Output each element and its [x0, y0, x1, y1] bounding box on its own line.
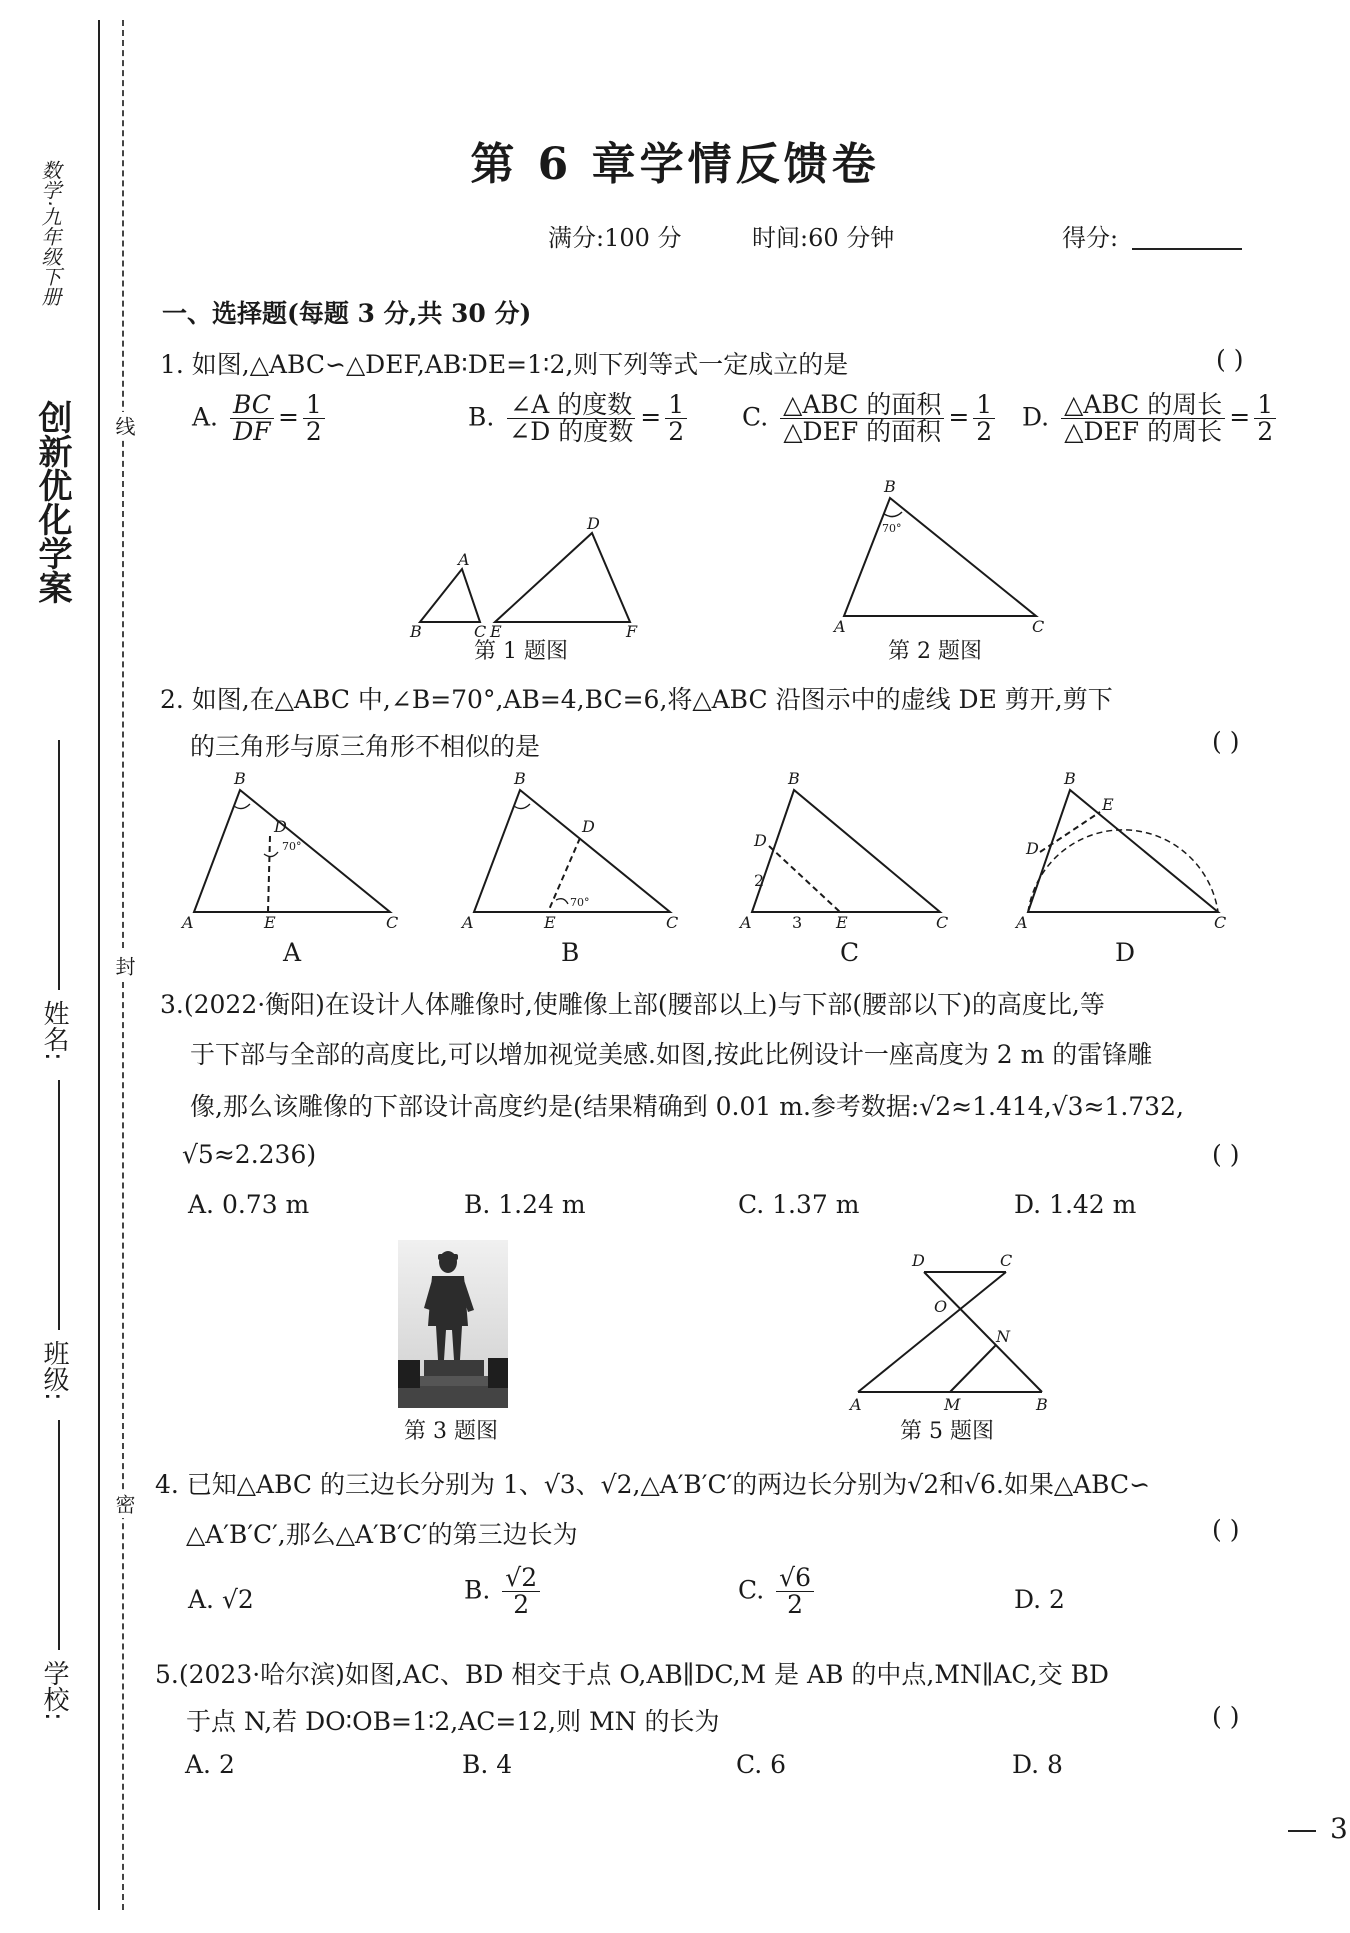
page-number: 3 — [1330, 1812, 1348, 1845]
q5-option-d[interactable]: D. 8 — [1012, 1750, 1063, 1779]
q1-option-d[interactable]: D. $\frac{\text{△ABC 的周长}}{\text{△DEF 的周长}}$ = $\frac{1}{2}$ — [1022, 392, 1280, 446]
seal-feng-char: 封 — [110, 952, 139, 980]
svg-text:A: A — [462, 913, 474, 930]
q2-label-b[interactable]: B — [561, 938, 580, 967]
q2-line1: 2. 如图,在△ABC 中,∠B=70°,AB=4,BC=6,将△ABC 沿图示中的虚线 DE 剪开,剪下 — [160, 685, 1113, 714]
svg-text:B: B — [1064, 770, 1076, 788]
full-score: 满分:100 分 — [548, 224, 682, 252]
svg-text:D: D — [1026, 839, 1039, 858]
svg-text:D: D — [912, 1251, 925, 1270]
sidebar-subject: 数学·九年级下册 — [38, 160, 62, 307]
svg-text:C: C — [666, 913, 679, 930]
triangle-abc-fig2 — [844, 498, 1036, 616]
q2-label-d[interactable]: D — [1115, 938, 1136, 967]
q3-answer-paren[interactable]: ( ) — [1212, 1140, 1240, 1169]
section-heading: 一、选择题(每题 3 分,共 30 分) — [162, 299, 532, 328]
svg-text:A: A — [834, 617, 846, 635]
class-label: 班级: — [39, 1340, 69, 1401]
q2-label-c[interactable]: C — [840, 938, 860, 967]
svg-text:2: 2 — [754, 871, 765, 890]
svg-text:E: E — [836, 913, 848, 930]
school-label: 学校: — [39, 1660, 69, 1721]
svg-text:70°: 70° — [570, 896, 590, 909]
svg-text:B: B — [514, 770, 526, 788]
q4-option-c[interactable]: C. $\frac{√6}{2}$ — [738, 1565, 818, 1619]
q2-label-a[interactable]: A — [283, 938, 302, 967]
svg-text:D: D — [587, 514, 600, 533]
svg-text:B: B — [788, 770, 800, 788]
q1-figure-caption: 第 1 题图 — [474, 639, 568, 664]
name-label: 姓名: — [39, 1000, 69, 1061]
svg-text:E: E — [1102, 795, 1114, 814]
name-field[interactable] — [58, 740, 60, 990]
q3-line4: √5≈2.236) — [182, 1140, 317, 1169]
page-title: 第 6 章学情反馈卷 — [470, 139, 880, 190]
q1-answer-paren[interactable]: ( ) — [1216, 345, 1244, 374]
svg-text:E: E — [264, 913, 276, 930]
score-blank[interactable] — [1132, 248, 1242, 250]
q2-figure-caption: 第 2 题图 — [888, 639, 982, 664]
exam-time: 时间:60 分钟 — [752, 224, 895, 252]
svg-text:C: C — [474, 622, 487, 640]
q2-option-figures — [180, 770, 1240, 930]
q2-line2: 的三角形与原三角形不相似的是 — [190, 732, 541, 761]
svg-text:A: A — [1016, 913, 1028, 930]
svg-text:E: E — [544, 913, 556, 930]
q4-option-b[interactable]: B. $\frac{√2}{2}$ — [464, 1565, 544, 1619]
q5-option-c[interactable]: C. 6 — [736, 1750, 787, 1779]
q3-option-b[interactable]: B. 1.24 m — [464, 1190, 586, 1219]
svg-text:C: C — [936, 913, 949, 930]
q3-option-d[interactable]: D. 1.42 m — [1014, 1190, 1137, 1219]
score-label: 得分: — [1062, 224, 1119, 252]
svg-text:C: C — [386, 913, 399, 930]
svg-text:E: E — [490, 622, 502, 640]
q4-option-d[interactable]: D. 2 — [1014, 1585, 1065, 1614]
svg-text:D: D — [754, 831, 767, 850]
triangle-abc — [420, 569, 480, 622]
svg-text:D: D — [582, 817, 595, 836]
svg-text:B: B — [1036, 1395, 1048, 1414]
q1-option-c[interactable]: C. $\frac{\text{△ABC 的面积}}{\text{△DEF 的面积}}$ = $\frac{1}{2}$ — [742, 392, 999, 446]
svg-text:A: A — [740, 913, 752, 930]
svg-text:F: F — [626, 622, 638, 640]
q4-option-a[interactable]: A. √2 — [188, 1585, 254, 1614]
svg-text:B: B — [234, 770, 246, 788]
svg-text:70°: 70° — [882, 522, 902, 535]
q5-option-a[interactable]: A. 2 — [185, 1750, 235, 1779]
sidebar-brand: 创新优化学案 — [32, 400, 72, 604]
q2-answer-paren[interactable]: ( ) — [1212, 727, 1240, 756]
svg-text:70°: 70° — [282, 840, 302, 853]
q3-line1: 3.(2022·衡阳)在设计人体雕像时,使雕像上部(腰部以上)与下部(腰部以下)的高度比,等 — [160, 990, 1105, 1019]
page-number-rule — [1288, 1830, 1316, 1832]
q3-statue-photo — [398, 1240, 508, 1408]
q3-option-c[interactable]: C. 1.37 m — [738, 1190, 860, 1219]
q5-line2: 于点 N,若 DO∶OB=1∶2,AC=12,则 MN 的长为 — [186, 1707, 720, 1736]
q1-text: 1. 如图,△ABC∽△DEF,AB∶DE=1∶2,则下列等式一定成立的是 — [160, 350, 849, 379]
q3-figure-caption: 第 3 题图 — [404, 1419, 498, 1444]
school-field[interactable] — [58, 1420, 60, 1650]
svg-text:O: O — [934, 1297, 948, 1316]
q4-line1: 4. 已知△ABC 的三边长分别为 1、√3、√2,△A′B′C′的两边长分别为√2和√6.如果△ABC∽ — [155, 1470, 1151, 1499]
class-field[interactable] — [58, 1080, 60, 1330]
q2-figure — [830, 470, 1060, 635]
q3-line2: 于下部与全部的高度比,可以增加视觉美感.如图,按此比例设计一座高度为 2 m 的雷锋雕 — [190, 1040, 1153, 1069]
svg-text:C: C — [1000, 1251, 1013, 1270]
q5-figure — [846, 1248, 1066, 1418]
seal-line-char: 线 — [110, 412, 139, 440]
svg-text:A: A — [458, 550, 470, 569]
margin-rule-solid — [98, 20, 100, 1910]
q1-option-b[interactable]: B. $\frac{\text{∠A 的度数}}{\text{∠D 的度数}}$ = $\frac{1}{2}$ — [468, 392, 691, 446]
q5-figure-caption: 第 5 题图 — [900, 1419, 994, 1444]
triangle-def — [495, 533, 630, 622]
q3-option-a[interactable]: A. 0.73 m — [188, 1190, 310, 1219]
q1-option-a[interactable]: A. $\frac{BC}{DF}$ = $\frac{1}{2}$ — [192, 392, 329, 446]
svg-text:B: B — [884, 477, 896, 496]
svg-text:D: D — [274, 817, 287, 836]
angle-b-arc — [884, 512, 902, 517]
q5-option-b[interactable]: B. 4 — [462, 1750, 513, 1779]
q1-figure — [400, 505, 660, 640]
q4-line2: △A′B′C′,那么△A′B′C′的第三边长为 — [186, 1520, 578, 1549]
q5-line1: 5.(2023·哈尔滨)如图,AC、BD 相交于点 O,AB∥DC,M 是 AB 的中点,MN∥AC,交 BD — [155, 1660, 1109, 1689]
svg-text:N: N — [996, 1327, 1010, 1346]
q3-line3: 像,那么该雕像的下部设计高度约是(结果精确到 0.01 m.参考数据:√2≈1.414,√3≈1.732, — [190, 1092, 1184, 1121]
svg-text:M: M — [944, 1395, 961, 1414]
svg-text:C: C — [1214, 913, 1227, 930]
svg-text:B: B — [410, 622, 422, 640]
q4-answer-paren[interactable]: ( ) — [1212, 1515, 1240, 1544]
svg-text:3: 3 — [792, 913, 803, 930]
svg-text:A: A — [182, 913, 194, 930]
seal-mi-char: 密 — [110, 1490, 139, 1518]
svg-text:A: A — [850, 1395, 862, 1414]
svg-text:C: C — [1032, 617, 1045, 635]
q5-answer-paren[interactable]: ( ) — [1212, 1702, 1240, 1731]
